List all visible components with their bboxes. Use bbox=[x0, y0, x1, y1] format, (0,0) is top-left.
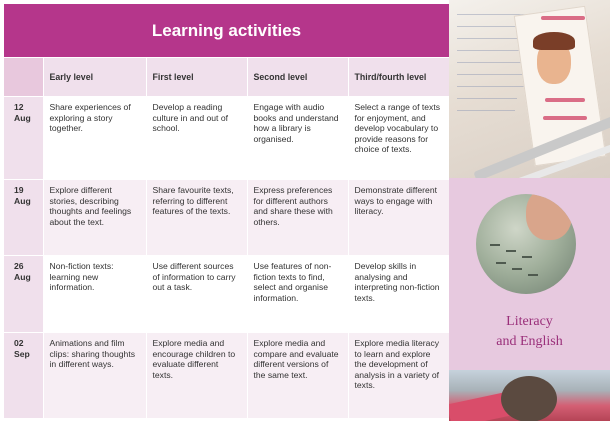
subject-label-line2: and English bbox=[496, 334, 563, 349]
table-row bbox=[4, 97, 449, 180]
table-row bbox=[4, 333, 449, 419]
page-title: Learning activities bbox=[4, 4, 449, 57]
date-day: 12 bbox=[14, 102, 24, 112]
table-row bbox=[4, 256, 449, 333]
subject-label-line1: Literacy bbox=[506, 314, 553, 329]
date-cell bbox=[4, 97, 43, 180]
table-cell: Animations and film clips: sharing thoughts in different ways. bbox=[43, 333, 146, 419]
date-month: Aug bbox=[14, 271, 31, 282]
date-cell bbox=[4, 180, 43, 256]
reading-child-photo bbox=[449, 370, 610, 421]
literacy-panel bbox=[449, 178, 610, 370]
date-month: Sep bbox=[14, 348, 30, 359]
table-cell: Explore media and compare and evaluate different versions of the same text. bbox=[247, 333, 348, 419]
table-cell: Use features of non-fiction texts to find, select and organise information. bbox=[247, 256, 348, 333]
date-month: Aug bbox=[14, 195, 31, 206]
column-header: Early level bbox=[43, 58, 146, 97]
table-cell: Explore media literacy to learn and explore the development of analysis in a variety of texts. bbox=[348, 333, 449, 419]
date-month: Aug bbox=[14, 112, 31, 123]
table-header-row bbox=[4, 58, 449, 97]
table-row bbox=[4, 180, 449, 256]
table-cell: Select a range of texts for enjoyment, and develop vocabulary to provide reasons for choice of texts. bbox=[348, 97, 449, 180]
table-cell: Explore media and encourage children to evaluate different texts. bbox=[146, 333, 247, 419]
table-cell: Express preferences for different authors and share these with others. bbox=[247, 180, 348, 256]
date-cell bbox=[4, 333, 43, 419]
activities-table bbox=[4, 58, 450, 419]
table-cell: Develop a reading culture in and out of school. bbox=[146, 97, 247, 180]
table-cell: Explore different stories, describing thoughts and feelings about the text. bbox=[43, 180, 146, 256]
date-day: 19 bbox=[14, 185, 24, 195]
table-cell: Demonstrate different ways to engage with literacy. bbox=[348, 180, 449, 256]
corner-cell bbox=[4, 58, 43, 97]
table-cell: Use different sources of information to carry out a task. bbox=[146, 256, 247, 333]
notebook-photo bbox=[449, 0, 610, 178]
column-header: First level bbox=[146, 58, 247, 97]
subject-label bbox=[449, 312, 610, 352]
column-header: Second level bbox=[247, 58, 348, 97]
date-cell bbox=[4, 256, 43, 333]
table-cell: Develop skills in analysing and interpreting non-fiction texts. bbox=[348, 256, 449, 333]
side-panel bbox=[449, 0, 610, 421]
table-cell: Share experiences of exploring a story together. bbox=[43, 97, 146, 180]
column-header: Third/fourth level bbox=[348, 58, 449, 97]
date-day: 26 bbox=[14, 261, 24, 271]
table-cell: Engage with audio books and understand how a library is organised. bbox=[247, 97, 348, 180]
writing-photo-circle bbox=[476, 194, 576, 294]
date-day: 02 bbox=[14, 338, 24, 348]
table-cell: Non-fiction texts: learning new information. bbox=[43, 256, 146, 333]
table-cell: Share favourite texts, referring to different features of the texts. bbox=[146, 180, 247, 256]
